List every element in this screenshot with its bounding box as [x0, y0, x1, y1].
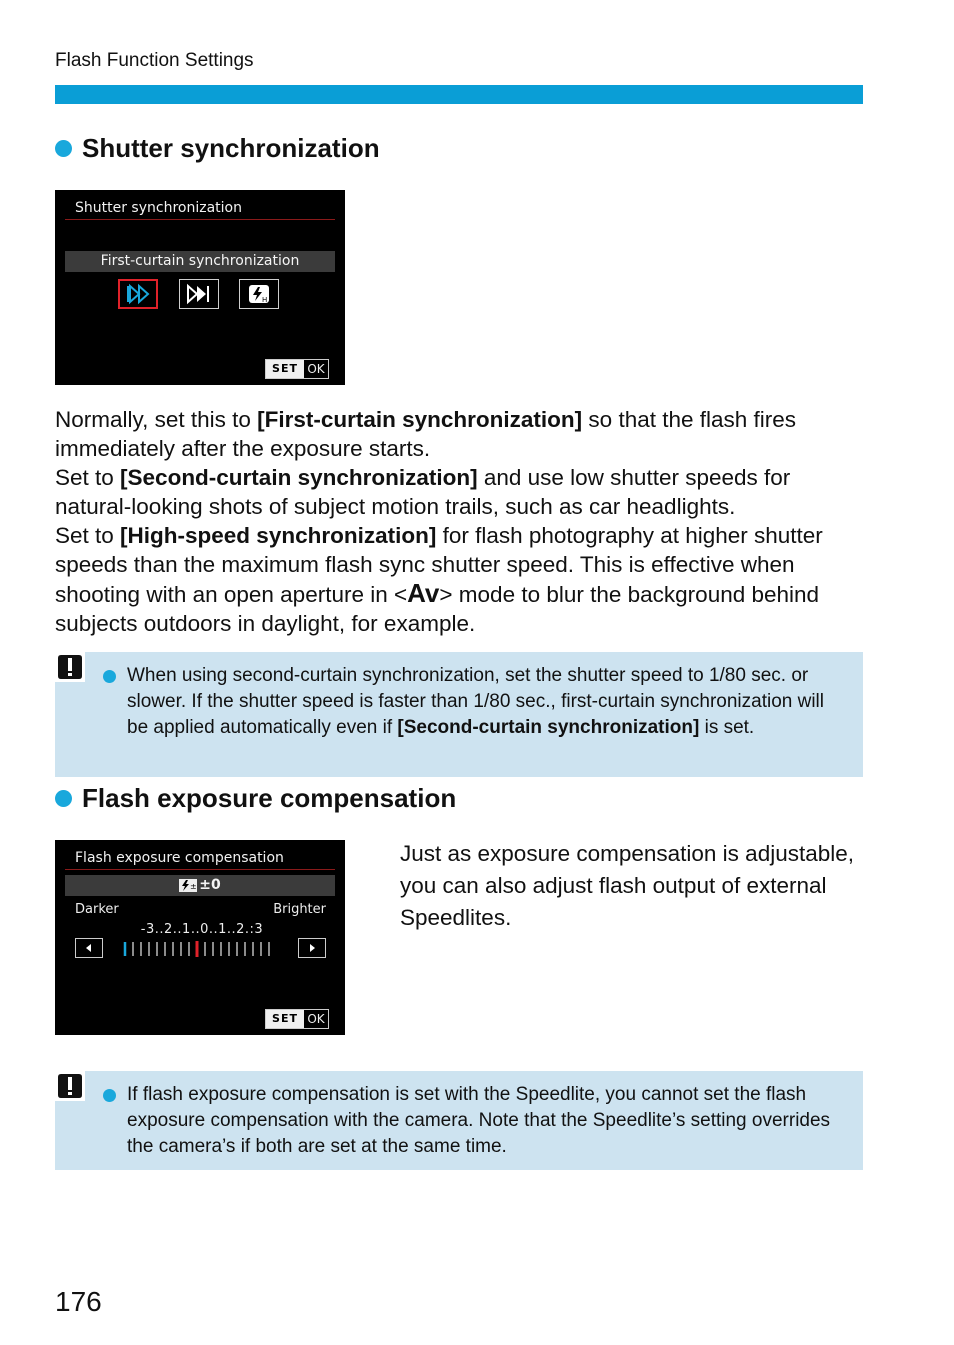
caution-text: If flash exposure compensation is set with the Speedlite, you cannot set the flash exposure compensation with the camera. Note that the Speedlite’s setting overrides the camera’s if both are set at the same time. — [127, 1084, 831, 1157]
decrease-button[interactable] — [75, 938, 103, 958]
body-text-shutter-sync — [55, 405, 870, 638]
paragraph-second-curtain — [55, 463, 870, 521]
screen-divider — [65, 869, 335, 870]
paragraph-first-curtain — [55, 405, 870, 463]
bold-term: [Second-curtain synchronization] — [120, 465, 478, 490]
text-fragment: Set to — [55, 465, 121, 490]
brighter-label: Brighter — [273, 902, 326, 917]
second-curtain-sync-icon[interactable] — [179, 279, 219, 309]
header-bar — [55, 85, 863, 104]
text-fragment: When using second-curtain synchronization, set the shutter speed to 1/80 sec. or slower. If the shutter speed is faster than 1/80 sec., first-curtain synchronization will be applied automatically even if — [127, 665, 824, 738]
flash-exp-comp-description: Just as exposure compensation is adjustable, you can also adjust flash output of external Speedlites. — [400, 841, 855, 930]
set-ok-button[interactable] — [265, 1009, 329, 1029]
bullet-icon — [55, 790, 72, 807]
selected-option-label: First-curtain synchronization — [65, 251, 335, 272]
camera-screen-flash-exp-comp — [55, 840, 345, 1035]
page-number: 176 — [55, 1286, 102, 1317]
text-fragment: and use low shutter speeds for natural-looking shots of subject motion trails, such as car headlights. — [55, 465, 791, 519]
section-title-shutter-sync — [55, 133, 380, 164]
fec-value-bar — [65, 875, 335, 896]
ok-label: OK — [307, 362, 325, 376]
set-ok-button[interactable] — [265, 359, 329, 379]
paragraph-high-speed — [55, 521, 870, 638]
screen-divider — [65, 219, 335, 220]
screen-title: Flash exposure compensation — [75, 850, 284, 866]
darker-label: Darker — [75, 902, 119, 917]
first-curtain-sync-icon[interactable] — [118, 279, 158, 309]
caution-icon — [55, 652, 85, 682]
exposure-scale-labels: -3..2..1..0..1..2.:3 — [140, 922, 264, 937]
screen-title: Shutter synchronization — [75, 200, 242, 216]
caution-icon — [55, 1071, 85, 1101]
camera-screen-shutter-sync — [55, 190, 345, 385]
exposure-scale-ticks[interactable] — [123, 938, 278, 960]
section-title-text: Flash exposure compensation — [82, 783, 457, 813]
text-fragment: > mode to blur the background behind subjects outdoors in daylight, for example. — [55, 582, 820, 636]
caution-note — [103, 663, 843, 741]
bullet-icon — [103, 670, 116, 683]
text-fragment: is set. — [699, 717, 755, 738]
svg-text:H: H — [262, 296, 268, 304]
text-fragment: so that the flash fires immediately after the exposure starts. — [55, 407, 797, 461]
ok-label: OK — [307, 1012, 325, 1026]
caution-box-shutter-sync — [55, 652, 863, 777]
set-label: SET — [266, 1010, 304, 1028]
flash-comp-icon — [179, 879, 197, 892]
caution-note — [103, 1082, 843, 1160]
increase-button[interactable] — [298, 938, 326, 958]
av-mode-icon: Av — [407, 578, 440, 608]
high-speed-sync-icon[interactable] — [239, 279, 279, 309]
fec-value: ±0 — [199, 877, 221, 893]
text-fragment: Set to — [55, 523, 121, 548]
bold-term: [High-speed synchronization] — [120, 523, 437, 548]
section-title-flash-exp-comp — [55, 783, 456, 814]
text-fragment: Normally, set this to — [55, 407, 258, 432]
caution-box-flash-exp-comp — [55, 1071, 863, 1170]
svg-text:±: ± — [190, 881, 197, 891]
bullet-icon — [103, 1089, 116, 1102]
section-title-text: Shutter synchronization — [82, 133, 380, 163]
bullet-icon — [55, 140, 72, 157]
bold-term: [First-curtain synchronization] — [257, 407, 583, 432]
set-label: SET — [266, 360, 304, 378]
running-head: Flash Function Settings — [55, 50, 254, 71]
text-fragment: for flash photography at higher shutter speeds than the maximum flash sync shutter speed. This is effective when shooting with an open aperture in < — [55, 523, 823, 607]
bold-term: [Second-curtain synchronization] — [397, 717, 700, 738]
